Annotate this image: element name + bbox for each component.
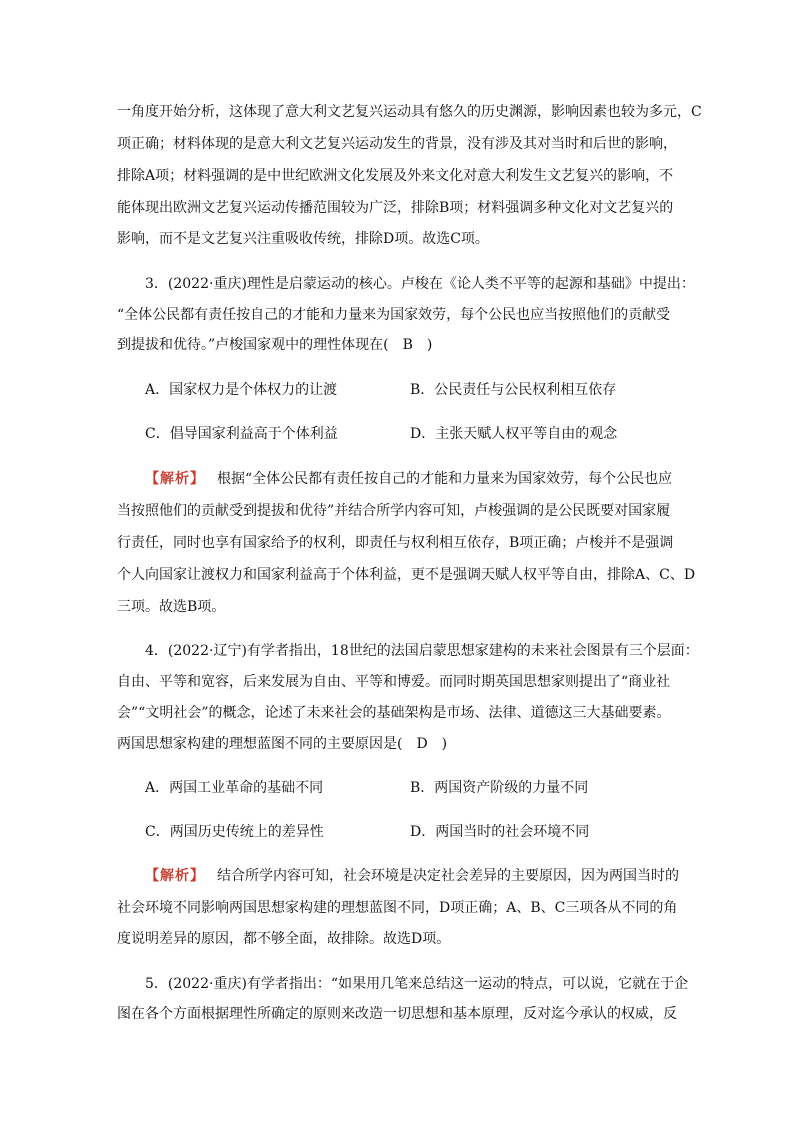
q4-analysis-line-2: 社会环境不同影响两国思想家构建的理想蓝图不同，D项正确；A、B、C三项各从不同的角: [117, 900, 678, 916]
q4-stem-line-1: 4．(2022·辽宁)有学者指出，18世纪的法国启蒙思想家建构的未来社会图景有三个层面：: [145, 643, 699, 659]
q4-stem-line-2: 自由、平等和宽容，后来发展为自由、平等和博爱。而同时期英国思想家则提出了“商业社: [117, 674, 671, 690]
q3-stem-line-1: 3．(2022·重庆)理性是启蒙运动的核心。卢梭在《论人类不平等的起源和基础》中提出：: [145, 276, 695, 292]
q4-analysis-tag: 【解析】: [145, 868, 205, 884]
q3-analysis-line-2: 当按照他们的贡献受到提拔和优待”并结合所学内容可知，卢梭强调的是公民既要对国家履: [117, 503, 671, 519]
intro-line-2: 项正确；材料体现的是意大利文艺复兴运动发生的背景，没有涉及其对当时和后世的影响，: [117, 136, 677, 152]
q4-analysis-line-1: [145, 866, 725, 886]
q4-option-c: C．两国历史传统上的差异性: [145, 824, 324, 840]
q3-option-b: B．公民责任与公民权利相互依存: [410, 382, 617, 398]
q4-stem-line-4: 两国思想家构建的理想蓝图不同的主要原因是( D ): [117, 736, 448, 752]
q3-analysis-line-5: 三项。故选B项。: [117, 599, 226, 615]
q4-analysis-text-1: 结合所学内容可知，社会环境是决定社会差异的主要原因，因为两国当时的: [217, 868, 679, 884]
q3-analysis-line-4: 个人向国家让渡权力和国家利益高于个体利益，更不是强调天赋人权平等自由，排除A、C、D: [117, 567, 696, 583]
q3-analysis-tag: 【解析】: [145, 471, 205, 487]
q4-stem-line-3: 会”“文明社会”的概念，论述了未来社会的基础架构是市场、法律、道德这三大基础要素。: [117, 705, 671, 721]
q3-option-c: C．倡导国家利益高于个体利益: [145, 426, 338, 442]
q4-option-a: A．两国工业革命的基础不同: [145, 780, 324, 796]
intro-line-3: 排除A项；材料强调的是中世纪欧洲文化发展及外来文化对意大利发生文艺复兴的影响，不: [117, 168, 674, 184]
q4-analysis-line-3: 度说明差异的原因，都不够全面，故排除。故选D项。: [117, 931, 451, 947]
q5-stem-line-1: 5．(2022·重庆)有学者指出：“如果用几笔来总结这一运动的特点，可以说，它就在于企: [145, 976, 689, 992]
q3-analysis-line-1: [145, 469, 725, 489]
q5-stem-line-2: 图在各个方面根据理性所确定的原则来改造一切思想和基本原理，反对迄今承认的权威，反: [117, 1006, 677, 1022]
q4-option-d: D．两国当时的社会环境不同: [410, 824, 590, 840]
q4-option-b: B．两国资产阶级的力量不同: [410, 780, 589, 796]
intro-line-5: 影响，而不是文艺复兴注重吸收传统，排除D项。故选C项。: [117, 231, 489, 247]
q3-option-a: A．国家权力是个体权力的让渡: [145, 382, 338, 398]
intro-line-4: 能体现出欧洲文艺复兴运动传播范围较为广泛，排除B项；材料强调多种文化对文艺复兴的: [117, 200, 674, 216]
q3-stem-line-3: 到提拔和优待。”卢梭国家观中的理性体现在( B ): [117, 337, 433, 353]
q3-option-d: D．主张天赋人权平等自由的观念: [410, 426, 618, 442]
q3-analysis-text-1: 根据“全体公民都有责任按自己的才能和力量来为国家效劳，每个公民也应: [217, 471, 673, 487]
q3-analysis-line-3: 行责任，同时也享有国家给予的权利，即责任与权利相互依存，B项正确；卢梭并不是强调: [117, 535, 674, 551]
intro-line-1: 一角度开始分析，这体现了意大利文艺复兴运动具有悠久的历史渊源，影响因素也较为多元，C: [117, 104, 702, 120]
q3-stem-line-2: “全体公民都有责任按自己的才能和力量来为国家效劳，每个公民也应当按照他们的贡献受: [117, 307, 671, 323]
